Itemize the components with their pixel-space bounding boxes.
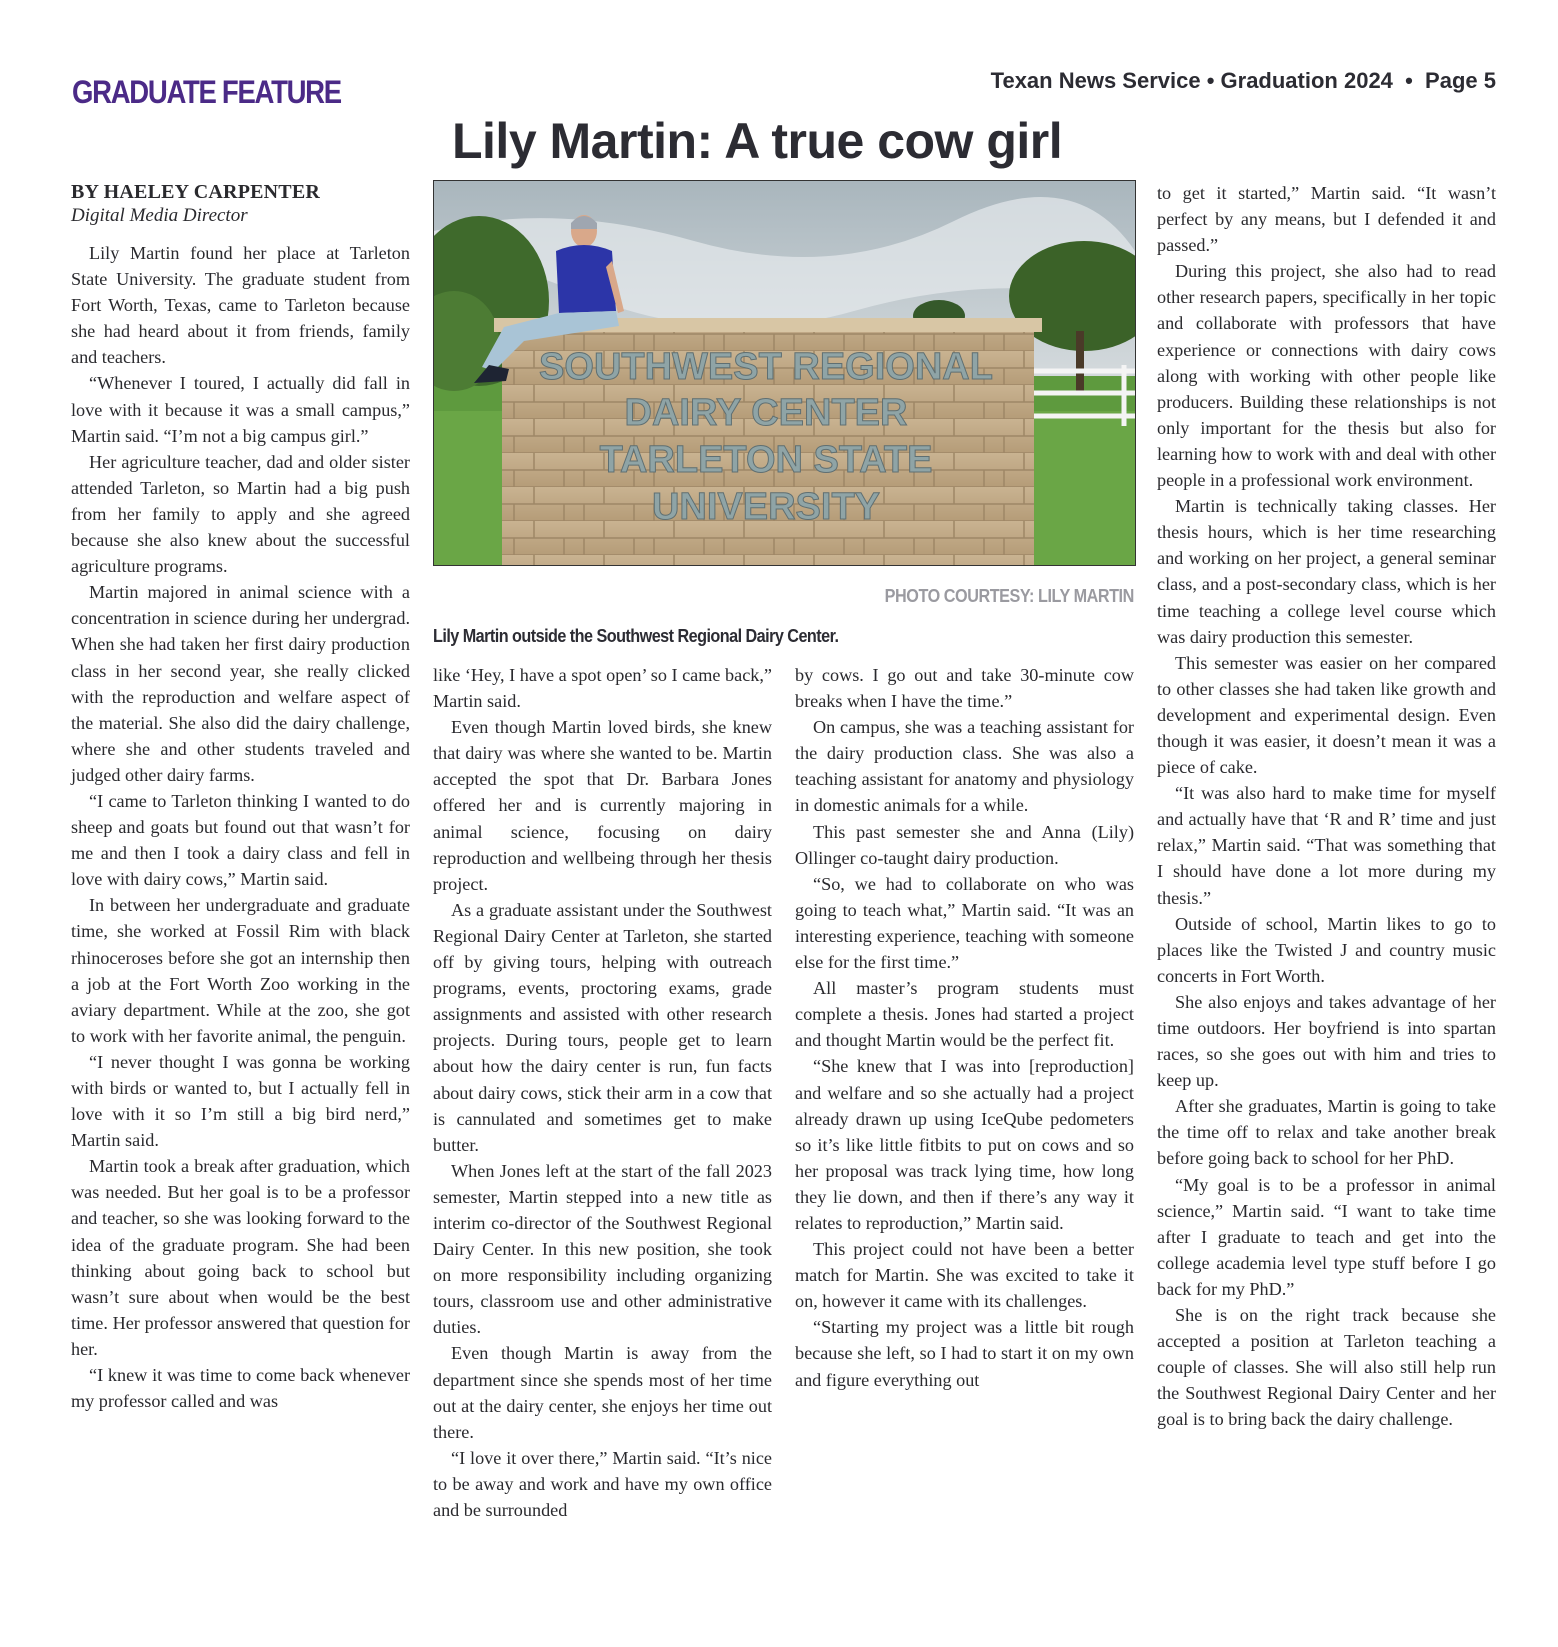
paragraph: In between her undergraduate and graduate time, she worked at Fossil Rim with black rhinoceroses before she got an internship then a job at the Fort Worth Zoo working in the aviary department. While at the zoo, she got to work with her favorite animal, the penguin. — [71, 895, 410, 1046]
article-column-2 — [433, 662, 772, 1523]
sign-line: SOUTHWEST REGIONAL — [539, 346, 993, 388]
page-folio: Texan News Service • Graduation 2024 • Page 5 — [990, 68, 1496, 93]
paragraph: This project could not have been a better match for Martin. She was excited to take it on, however it came with its challenges. — [795, 1239, 1134, 1312]
paragraph: On campus, she was a teaching assistant for the dairy production class. She was also a teaching assistant for anatomy and physiology in domestic animals for a while. — [795, 717, 1134, 816]
paragraph: “Starting my project was a little bit rough because she left, so I had to start it on my own and figure everything out — [795, 1317, 1134, 1390]
paragraph: “She knew that I was into [reproduction] and welfare and so she actually had a project already drawn up using IceQube pedometers so it’s like little fitbits to put on cows and so her proposal was track lying time, how long they lie down, and then if there’s any way it relates to reproduction,” Martin said. — [795, 1056, 1134, 1233]
paragraph: After she graduates, Martin is going to take the time off to relax and take another break before going back to school for her PhD. — [1157, 1096, 1496, 1169]
paragraph: This semester was easier on her compared to other classes she had taken like growth and development and experimental design. Even though it was easier, it doesn’t mean it was a piece of cake. — [1157, 652, 1496, 778]
paragraph: All master’s program students must complete a thesis. Jones had started a project and thought Martin would be the perfect fit. — [795, 978, 1134, 1051]
paragraph: This past semester she and Anna (Lily) Ollinger co-taught dairy production. — [795, 821, 1134, 868]
paragraph: “Whenever I toured, I actually did fall in love with it because it was a small campus,” Martin said. “I’m not a big campus girl.” — [71, 373, 410, 446]
article-column-1 — [71, 180, 410, 1414]
article-column-4 — [1157, 180, 1496, 1433]
paragraph-continued: like ‘Hey, I have a spot open’ so I came back,” Martin said. — [433, 665, 772, 712]
paragraph: Martin majored in animal science with a concentration in science during her undergrad. When she had taken her first dairy production class in her second year, she really clicked with the reproduction and welfare aspect of the material. She also did the dairy challenge, where she and other students traveled and judged other dairy farms. — [71, 582, 410, 785]
paragraph: “I love it over there,” Martin said. “It’s nice to be away and work and have my own office and be surrounded — [433, 1447, 772, 1520]
paragraph: When Jones left at the start of the fall 2023 semester, Martin stepped into a new title as interim co-director of the Southwest Regional Dairy Center. In this new position, she took on more responsibility including organizing tours, classroom use and other administrative duties. — [433, 1160, 772, 1338]
paragraph: “I knew it was time to come back whenever my professor called and was — [71, 1365, 410, 1412]
paragraph: As a graduate assistant under the Southwest Regional Dairy Center at Tarleton, she started off by giving tours, helping with outreach programs, events, proctoring exams, grade assignments and assisted with other research projects. During tours, people get to learn about how the dairy center is run, fun facts about dairy cows, stick their arm in a cow that is cannulated and sometimes get to make butter. — [433, 899, 772, 1155]
article-headline: Lily Martin: A true cow girl — [452, 113, 1063, 169]
paragraph: Even though Martin loved birds, she knew that dairy was where she wanted to be. Martin accepted the spot that Dr. Barbara Jones offered her and is currently majoring in animal science, focusing on dairy reproduction and wellbeing through her thesis project. — [433, 717, 772, 894]
paragraph: “I never thought I was gonna be working with birds or wanted to, but I actually fell in love with it so I’m still a big bird nerd,” Martin said. — [71, 1051, 410, 1151]
paragraph: Outside of school, Martin likes to go to places like the Twisted J and country music concerts in Fort Worth. — [1157, 913, 1496, 986]
paragraph: Her agriculture teacher, dad and older sister attended Tarleton, so Martin had a big push from her family to apply and she agreed because she also knew about the successful agriculture programs. — [71, 451, 410, 577]
paragraph: “It was also hard to make time for myself and actually have that ‘R and R’ time and just relax,” Martin said. “That was something that I should have done a lot more during my thesis.” — [1157, 783, 1496, 908]
paragraph-continued: by cows. I go out and take 30-minute cow breaks when I have the time.” — [795, 665, 1134, 712]
paragraph: Even though Martin is away from the department since she spends most of her time out at the dairy center, she enjoys her time out there. — [433, 1343, 772, 1442]
photo-caption: Lily Martin outside the Southwest Regional Dairy Center. — [433, 626, 839, 646]
byline-author: BY HAELEY CARPENTER — [71, 181, 321, 203]
paragraph: “My goal is to be a professor in animal science,” Martin said. “I want to take time after I graduate to teach and get into the college academia level type stuff before I go back for my PhD.” — [1157, 1174, 1496, 1299]
paragraph: Martin took a break after graduation, which was needed. But her goal is to be a professor and teacher, so she was looking forward to the idea of the graduate program. She had been thinking about going back to school but wasn’t sure about when would be the best time. Her professor answered that question for her. — [71, 1156, 410, 1359]
dairy-center-sign-photo — [434, 181, 1135, 565]
paragraph: Martin is technically taking classes. Her thesis hours, which is her time researching and working on her project, a general seminar class, and a post-secondary class, which is her time teaching a college level course which was dairy production this semester. — [1157, 496, 1496, 647]
article-photo — [433, 180, 1136, 566]
paragraph: She also enjoys and takes advantage of her time outdoors. Her boyfriend is into spartan races, so she goes out with him and tries to keep up. — [1157, 991, 1496, 1091]
section-label: GRADUATE FEATURE — [72, 74, 341, 110]
paragraph: “So, we had to collaborate on who was going to teach what,” Martin said. “It was an interesting experience, teaching with someone else for the first time.” — [795, 873, 1134, 973]
paragraph: “I came to Tarleton thinking I wanted to do sheep and goats but found out that wasn’t for me and then I took a dairy class and fell in love with dairy cows,” Martin said. — [71, 790, 410, 890]
paragraph: During this project, she also had to read other research papers, specifically in her topic and collaborate with professors that have experience or connections with dairy cows along with working with other people like producers. Building these relationships is not only important for the thesis but also for learning how to work with and deal with other people in a professional work environment. — [1157, 261, 1496, 491]
photo-credit: PHOTO COURTESY: LILY MARTIN — [884, 586, 1134, 606]
sign-line: TARLETON STATE — [599, 439, 933, 481]
paragraph-continued: to get it started,” Martin said. “It wasn’t perfect by any means, but I defended it and passed.” — [1157, 183, 1496, 256]
paragraph: Lily Martin found her place at Tarleton State University. The graduate student from Fort Worth, Texas, came to Tarleton because she had heard about it from friends, family and teachers. — [71, 243, 410, 368]
sign-line: UNIVERSITY — [651, 486, 881, 528]
sign-line: DAIRY CENTER — [624, 392, 908, 434]
paragraph: She is on the right track because she accepted a position at Tarleton teaching a couple of classes. She will also still help run the Southwest Regional Dairy Center and her goal is to bring back the dairy challenge. — [1157, 1305, 1496, 1430]
article-column-3 — [795, 662, 1134, 1393]
byline-title: Digital Media Director — [71, 205, 248, 226]
